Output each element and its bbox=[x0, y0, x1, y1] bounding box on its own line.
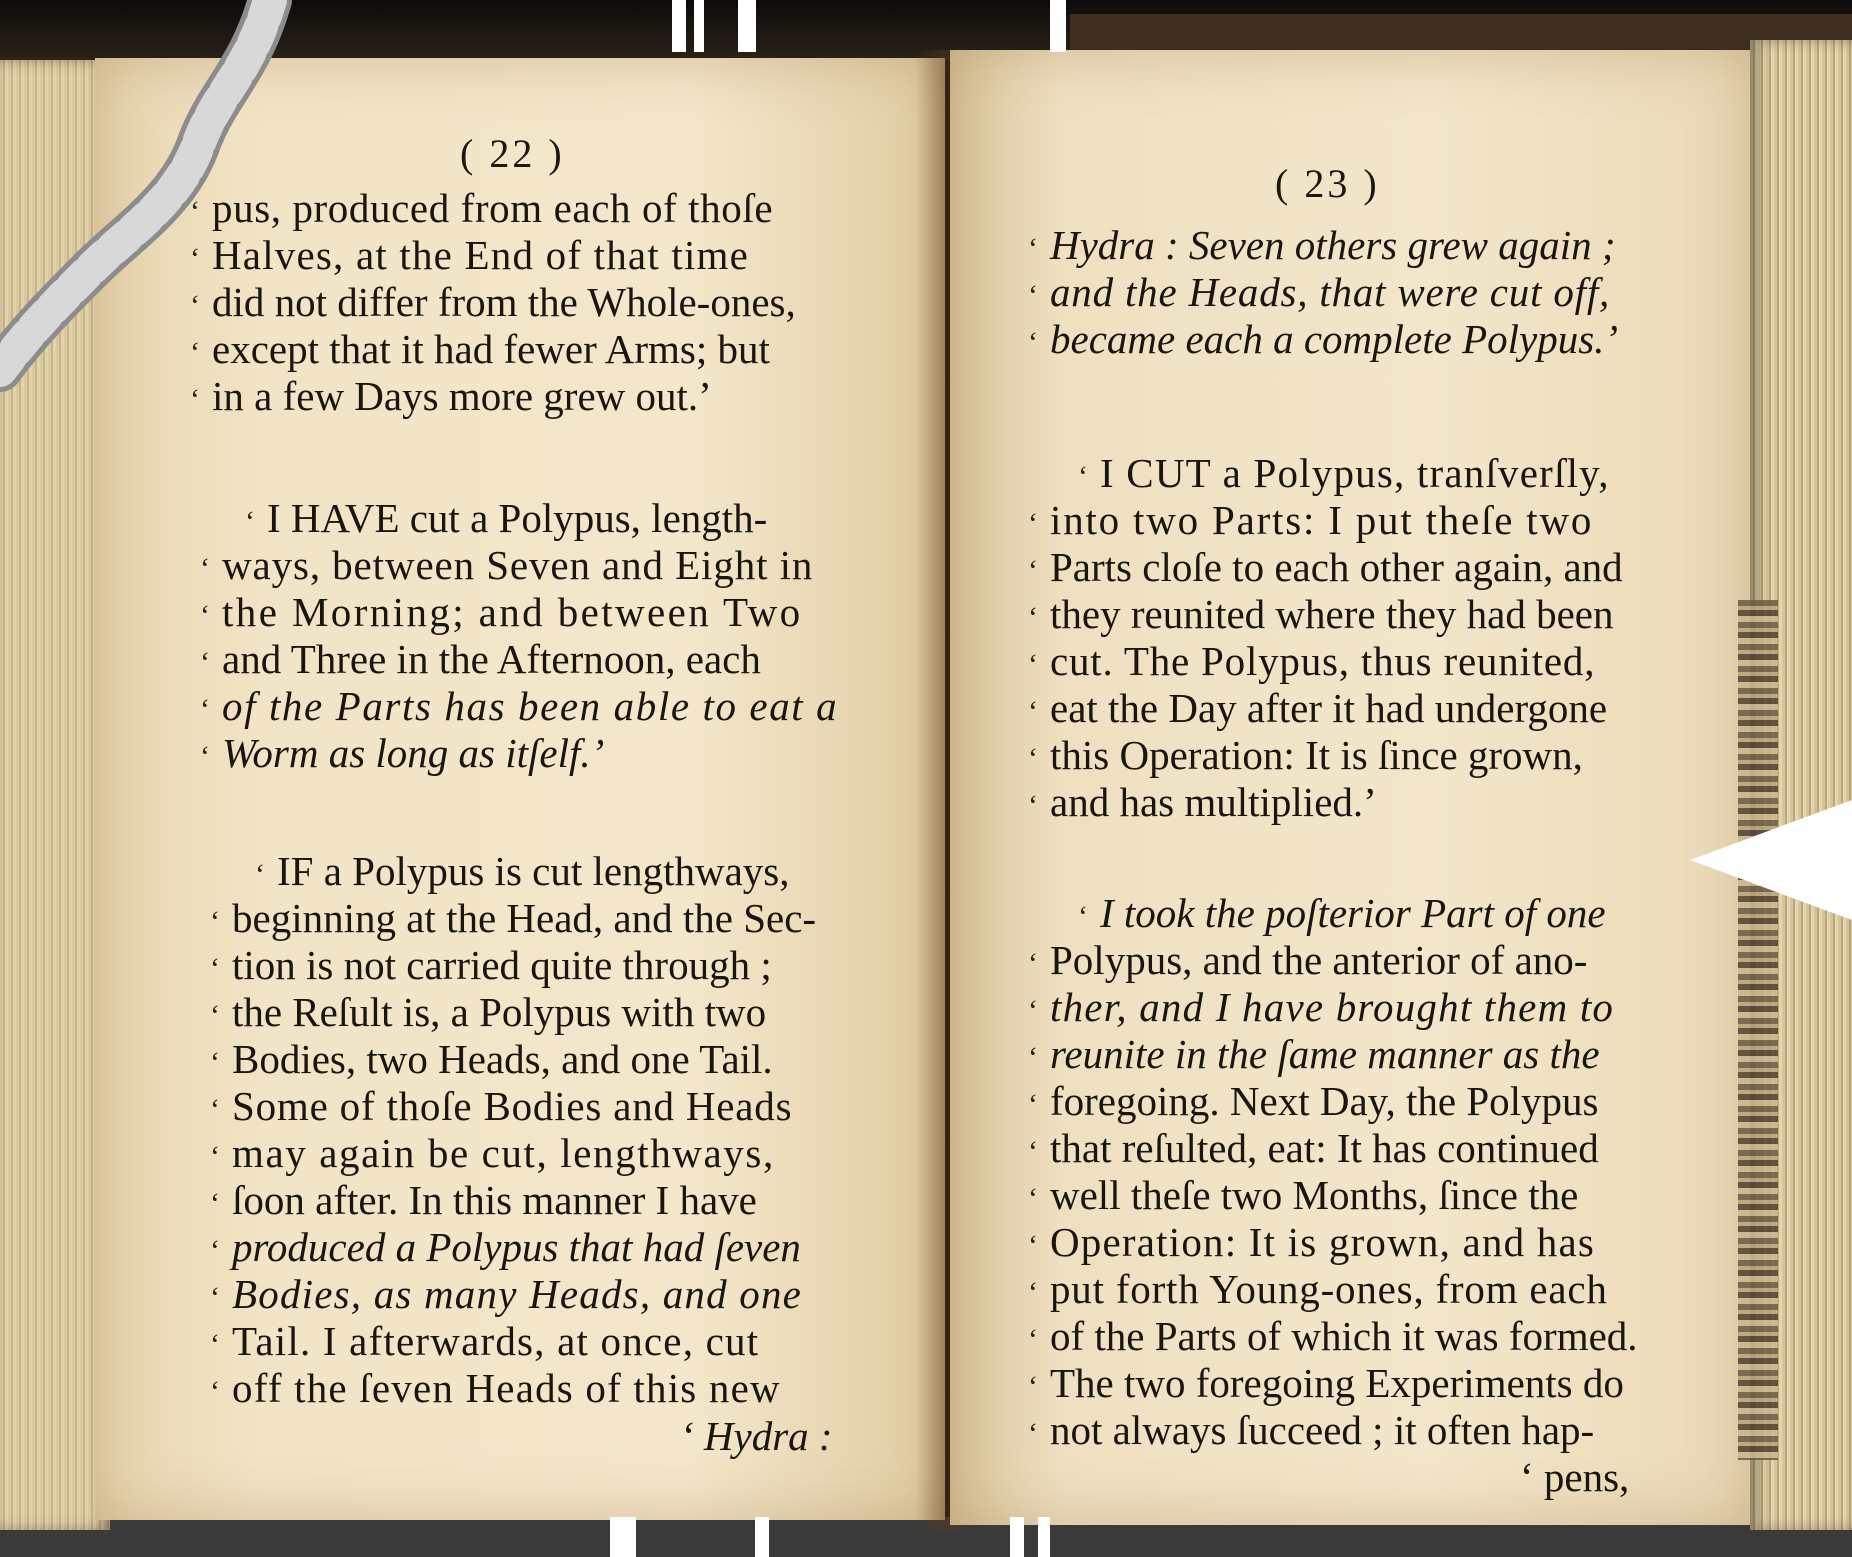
scan-mask-stripe bbox=[738, 0, 756, 52]
quote-mark: ‘ bbox=[200, 646, 210, 679]
scan-mask-stripe bbox=[672, 0, 686, 52]
text-line: the Morning; and between Two bbox=[222, 589, 803, 635]
scan-mask-stripe bbox=[1010, 1517, 1024, 1557]
quote-mark: ‘ bbox=[190, 289, 200, 322]
text-line: in a few Days more grew out.’ bbox=[212, 373, 712, 419]
quote-mark: ‘ bbox=[1028, 742, 1038, 775]
quote-mark: ‘ bbox=[1028, 1229, 1038, 1262]
quote-mark: ‘ bbox=[1028, 1417, 1038, 1450]
quote-mark: ‘ bbox=[245, 505, 255, 538]
quote-mark: ‘ bbox=[200, 693, 210, 726]
quote-mark: ‘ bbox=[1028, 1370, 1038, 1403]
text-line: and has multiplied.’ bbox=[1050, 779, 1377, 825]
text-line: may again be cut, lengthways, bbox=[232, 1130, 775, 1176]
text-line: of the Parts of which it was formed. bbox=[1050, 1313, 1638, 1359]
text-line: Parts cloſe to each other again, and bbox=[1050, 544, 1623, 590]
text-line: produced a Polypus that had ſeven bbox=[232, 1224, 801, 1270]
quote-mark: ‘ bbox=[1028, 1135, 1038, 1168]
quote-mark: ‘ bbox=[210, 1234, 220, 1267]
text-line: off the ſeven Heads of this new bbox=[232, 1365, 781, 1411]
quote-mark: ‘ bbox=[1028, 648, 1038, 681]
text-line: Operation: It is grown, and has bbox=[1050, 1219, 1596, 1265]
text-line: I HAVE cut a Polypus, length- bbox=[267, 495, 768, 541]
quote-mark: ‘ bbox=[1028, 1182, 1038, 1215]
text-line: they reunited where they had been bbox=[1050, 591, 1614, 637]
quote-mark: ‘ bbox=[1028, 232, 1038, 265]
quote-mark: ‘ bbox=[1028, 279, 1038, 312]
text-line: became each a complete Polypus.’ bbox=[1050, 316, 1619, 362]
text-line: and the Heads, that were cut off, bbox=[1050, 269, 1611, 315]
scan-mask-stripe bbox=[610, 1517, 636, 1557]
quote-mark: ‘ bbox=[1028, 507, 1038, 540]
quote-mark: ‘ bbox=[1028, 554, 1038, 587]
quote-mark: ‘ bbox=[210, 1046, 220, 1079]
text-line: ther, and I have brought them to bbox=[1050, 984, 1615, 1030]
text-line: except that it had fewer Arms; but bbox=[212, 326, 770, 372]
catchword: ‘ pens, bbox=[1520, 1454, 1630, 1500]
text-line: this Operation: It is ſince grown, bbox=[1050, 732, 1583, 778]
bookmark-ribbon-icon bbox=[0, 0, 320, 400]
quote-mark: ‘ bbox=[210, 1375, 220, 1408]
text-line: into two Parts: I put theſe two bbox=[1050, 497, 1594, 543]
text-line: pus, produced from each of thoſe bbox=[212, 185, 774, 231]
right-page-number: ( 23 ) bbox=[1275, 161, 1380, 206]
quote-mark: ‘ bbox=[1078, 460, 1088, 493]
quote-mark: ‘ bbox=[210, 1093, 220, 1126]
scan-mask-stripe bbox=[755, 1517, 769, 1557]
paper-tab-marker bbox=[1690, 800, 1852, 920]
quote-mark: ‘ bbox=[190, 383, 200, 416]
right-page bbox=[950, 50, 1750, 1525]
text-line: reunite in the ſame manner as the bbox=[1050, 1031, 1600, 1077]
quote-mark: ‘ bbox=[190, 195, 200, 228]
scan-mask-stripe bbox=[1050, 0, 1066, 52]
quote-mark: ‘ bbox=[1028, 1088, 1038, 1121]
quote-mark: ‘ bbox=[255, 858, 265, 891]
quote-mark: ‘ bbox=[190, 336, 200, 369]
text-line: the Reſult is, a Polypus with two bbox=[232, 989, 767, 1035]
text-line: Bodies, two Heads, and one Tail. bbox=[232, 1036, 773, 1082]
text-line: Tail. I afterwards, at once, cut bbox=[232, 1318, 760, 1364]
text-line: Hydra : Seven others grew again ; bbox=[1050, 222, 1616, 268]
catchword: ‘ Hydra : bbox=[680, 1413, 833, 1459]
quote-mark: ‘ bbox=[210, 999, 220, 1032]
quote-mark: ‘ bbox=[1028, 326, 1038, 359]
text-line: did not differ from the Whole-ones, bbox=[212, 279, 796, 325]
quote-mark: ‘ bbox=[210, 1140, 220, 1173]
text-line: The two foregoing Experiments do bbox=[1050, 1360, 1624, 1406]
quote-mark: ‘ bbox=[1028, 1323, 1038, 1356]
text-line: ways, between Seven and Eight in bbox=[222, 542, 814, 588]
quote-mark: ‘ bbox=[210, 952, 220, 985]
quote-mark: ‘ bbox=[210, 905, 220, 938]
text-line: Polypus, and the anterior of ano- bbox=[1050, 937, 1588, 983]
text-line: Halves, at the End of that time bbox=[212, 232, 750, 278]
text-line: and Three in the Afternoon, each bbox=[222, 636, 761, 682]
text-line: not always ſucceed ; it often hap- bbox=[1050, 1407, 1595, 1453]
text-line: eat the Day after it had undergone bbox=[1050, 685, 1608, 731]
left-page-number: ( 22 ) bbox=[460, 131, 565, 176]
text-line: that reſulted, eat: It has continued bbox=[1050, 1125, 1599, 1171]
quote-mark: ‘ bbox=[210, 1328, 220, 1361]
quote-mark: ‘ bbox=[210, 1281, 220, 1314]
text-line: Some of thoſe Bodies and Heads bbox=[232, 1083, 793, 1129]
text-line: foregoing. Next Day, the Polypus bbox=[1050, 1078, 1599, 1124]
scan-mask-stripe bbox=[694, 0, 704, 52]
text-line: I took the poſterior Part of one bbox=[1100, 890, 1606, 936]
quote-mark: ‘ bbox=[210, 1187, 220, 1220]
quote-mark: ‘ bbox=[1028, 601, 1038, 634]
text-line: ſoon after. In this manner I have bbox=[232, 1177, 757, 1223]
text-line: of the Parts has been able to eat a bbox=[222, 683, 839, 729]
quote-mark: ‘ bbox=[1028, 695, 1038, 728]
quote-mark: ‘ bbox=[200, 552, 210, 585]
quote-mark: ‘ bbox=[200, 599, 210, 632]
quote-mark: ‘ bbox=[1078, 900, 1088, 933]
quote-mark: ‘ bbox=[1028, 789, 1038, 822]
text-line: IF a Polypus is cut lengthways, bbox=[277, 848, 790, 894]
quote-mark: ‘ bbox=[1028, 1041, 1038, 1074]
quote-mark: ‘ bbox=[200, 740, 210, 773]
quote-mark: ‘ bbox=[1028, 1276, 1038, 1309]
text-line: Bodies, as many Heads, and one bbox=[232, 1271, 803, 1317]
text-line: Worm as long as itſelf.’ bbox=[222, 730, 605, 776]
quote-mark: ‘ bbox=[1028, 994, 1038, 1027]
text-line: I CUT a Polypus, tranſverſly, bbox=[1100, 450, 1610, 496]
book-cover bbox=[1070, 14, 1852, 54]
text-line: cut. The Polypus, thus reunited, bbox=[1050, 638, 1596, 684]
text-line: tion is not carried quite through ; bbox=[232, 942, 772, 988]
quote-mark: ‘ bbox=[1028, 947, 1038, 980]
text-line: put forth Young-ones, from each bbox=[1050, 1266, 1608, 1312]
scan-mask-stripe bbox=[1038, 1517, 1050, 1557]
decorative-edge-ornament bbox=[1738, 600, 1778, 1460]
text-line: beginning at the Head, and the Sec- bbox=[232, 895, 817, 941]
text-line: well theſe two Months, ſince the bbox=[1050, 1172, 1579, 1218]
quote-mark: ‘ bbox=[190, 242, 200, 275]
